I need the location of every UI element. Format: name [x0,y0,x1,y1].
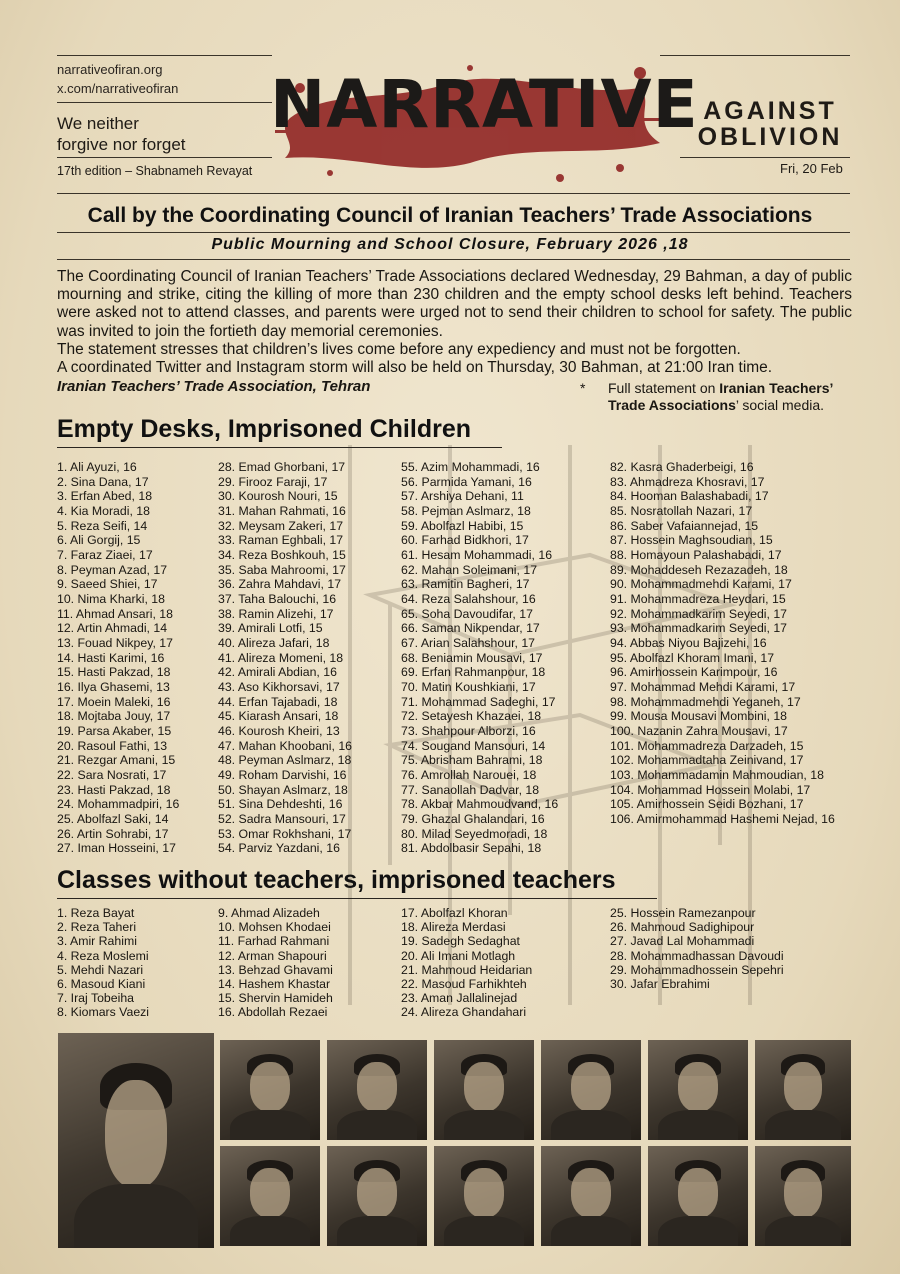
list-item: 19. Sadegh Sedaghat [401,934,520,949]
list-item: 17. Moein Maleki, 16 [57,694,171,709]
list-item: 102. Mohammadtaha Zeinivand, 17 [610,753,804,768]
child-photo [648,1040,748,1140]
list-item: 9. Ahmad Alizadeh [218,906,320,920]
list-item: 55. Azim Mohammadi, 16 [401,460,540,474]
list-item: 10. Mohsen Khodaei [218,920,331,935]
site-url-link[interactable]: narrativeofiran.org [57,62,163,77]
list-item: 49. Roham Darvishi, 16 [218,768,347,783]
list-item: 94. Abbas Niyou Bajizehi, 16 [610,636,767,651]
list-item: 16. Ilya Ghasemi, 13 [57,680,170,695]
list-item: 24. Alireza Ghandahari [401,1005,527,1020]
list-item: 57. Arshiya Dehani, 11 [401,489,524,504]
list-item: 77. Sanaollah Dadvar, 18 [401,782,540,797]
logo-wordmark: NARRATIVE [270,66,699,143]
list-item: 79. Ghazal Ghalandari, 16 [401,812,545,827]
list-item: 42. Amirali Abdian, 16 [218,665,337,680]
child-photo [755,1040,851,1140]
children-list-col-3 [401,460,558,856]
date-rule [680,157,850,158]
list-item: 66. Saman Nikpendar, 17 [401,621,540,636]
list-item: 99. Mousa Mousavi Mombini, 18 [610,709,788,724]
list-item: 98. Mohammadmehdi Yeganeh, 17 [610,694,801,709]
list-item: 6. Masoud Kiani [57,976,146,991]
list-item: 12. Arman Shapouri [218,948,327,963]
child-photo [327,1146,427,1246]
list-item: 39. Amirali Lotfi, 15 [218,621,323,636]
list-item: 14. Hasti Karimi, 16 [57,650,165,665]
list-item: 21. Rezgar Amani, 15 [57,753,176,768]
list-item: 22. Masoud Farhikhteh [401,976,527,991]
list-item: 5. Mehdi Nazari [57,962,144,977]
list-item: 91. Mohammadreza Heydari, 15 [610,592,786,607]
list-item: 63. Ramitin Bagheri, 17 [401,577,530,592]
title-rule [57,232,850,233]
list-item: 58. Pejman Aslmarz, 18 [401,504,531,519]
list-item: 101. Mohammadreza Darzadeh, 15 [610,738,804,753]
list-item: 80. Milad Seyedmoradi, 18 [401,826,548,841]
list-item: 8. Kiomars Vaezi [57,1005,150,1020]
list-item: 5. Reza Seifi, 14 [57,518,148,533]
list-item: 95. Abolfazl Khoram Imani, 17 [610,650,775,665]
edition-label: 17th edition – Shabnameh Revayat [57,164,253,178]
list-item: 38. Ramin Alizehi, 17 [218,606,334,621]
list-item: 18. Mojtaba Jouy, 17 [57,709,171,724]
list-item: 51. Sina Dehdeshti, 16 [218,797,343,812]
list-item: 64. Reza Salahshour, 16 [401,592,536,607]
list-item: 6. Ali Gorgij, 15 [57,533,141,548]
header-bottom-rule [57,193,850,194]
article-paragraph-2: The statement stresses that children’s lives come before any expediency and must not be forgotten. [57,340,741,358]
list-item: 25. Hossein Ramezanpour [610,906,756,920]
list-item: 105. Amirhossein Seidi Bozhani, 17 [610,797,804,812]
list-item: 3. Amir Rahimi [57,934,137,949]
teachers-heading-rule [57,898,657,899]
list-item: 52. Sadra Mansouri, 17 [218,812,346,827]
list-item: 70. Matin Koushkiani, 17 [401,680,536,695]
list-item: 104. Mohammad Hossein Molabi, 17 [610,782,811,797]
list-item: 78. Akbar Mahmoudvand, 16 [401,797,559,812]
subtitle-rule [57,259,850,260]
x-handle-link[interactable]: x.com/narrativeofiran [57,81,179,96]
list-item: 69. Erfan Rahmanpour, 18 [401,665,546,680]
header-top-rule-right [660,55,850,56]
list-item: 34. Reza Boshkouh, 15 [218,548,346,563]
teachers-list-col-2 [218,906,333,1020]
teachers-section-heading: Classes without teachers, imprisoned teachers [57,866,616,894]
list-item: 13. Fouad Nikpey, 17 [57,636,173,651]
footnote-suffix: ’ social media. [735,397,825,413]
list-item: 11. Farhad Rahmani [218,934,330,949]
list-item: 11. Ahmad Ansari, 18 [57,606,173,621]
child-photo [434,1040,534,1140]
list-item: 18. Alireza Merdasi [401,920,506,935]
list-item: 106. Amirmohammad Hashemi Nejad, 16 [610,812,835,827]
list-item: 16. Abdollah Rezaei [218,1005,328,1020]
list-item: 8. Peyman Azad, 17 [57,562,168,577]
list-item: 17. Abolfazl Khoran [401,906,508,920]
list-item: 50. Shayan Aslmarz, 18 [218,782,348,797]
list-item: 68. Beniamin Mousavi, 17 [401,650,543,665]
list-item: 23. Aman Jallalinejad [401,991,518,1006]
child-photo [327,1040,427,1140]
list-item: 30. Kourosh Nouri, 15 [218,489,338,504]
list-item: 72. Setayesh Khazaei, 18 [401,709,542,724]
children-list-col-2 [218,460,352,856]
list-item: 36. Zahra Mahdavi, 17 [218,577,342,592]
list-item: 20. Ali Imani Motlagh [401,948,516,963]
list-item: 71. Mohammad Sadeghi, 17 [401,694,556,709]
list-item: 25. Abolfazl Saki, 14 [57,812,169,827]
teachers-list-col-3 [401,906,532,1020]
children-section-heading: Empty Desks, Imprisoned Children [57,415,471,443]
list-item: 84. Hooman Balashabadi, 17 [610,489,769,504]
teacher-portrait-photo [58,1033,214,1248]
list-item: 96. Amirhossein Karimpour, 16 [610,665,778,680]
child-photo [541,1040,641,1140]
article-paragraph-1: The Coordinating Council of Iranian Teachers’ Trade Associations declared Wednesday, 29 Bahman, a day of public mourning and strike, citing the killing of more than 230 children and the empty school desks left behind. Teachers were asked not to attend classes, and parents were urged not to send their children to school for safety. The public was invited to join the fortieth day memorial ceremonies. [57,268,852,340]
children-list-col-4 [610,460,835,827]
footnote-star: * [580,380,586,396]
list-item: 45. Kiarash Ansari, 18 [218,709,339,724]
list-item: 2. Sina Dana, 17 [57,474,149,489]
child-photo [220,1146,320,1246]
list-item: 29. Firooz Faraji, 17 [218,474,328,489]
list-item: 62. Mahan Soleimani, 17 [401,562,538,577]
against-oblivion-tagline [680,98,860,150]
list-item: 28. Mohammadhassan Davoudi [610,948,784,963]
list-item: 33. Raman Eghbali, 17 [218,533,344,548]
list-item: 2. Reza Taheri [57,920,137,935]
list-item: 37. Taha Balouchi, 16 [218,592,337,607]
edition-rule [57,157,272,158]
list-item: 24. Mohammadpiri, 16 [57,797,180,812]
article-body [57,268,852,377]
list-item: 12. Artin Ahmadi, 14 [57,621,168,636]
slogan-line-2: forgive nor forget [57,135,186,154]
child-photo [434,1146,534,1246]
list-item: 48. Peyman Aslmarz, 18 [218,753,352,768]
list-item: 10. Nima Kharki, 18 [57,592,165,607]
list-item: 88. Homayoun Palashabadi, 17 [610,548,782,563]
list-item: 82. Kasra Ghaderbeigi, 16 [610,460,754,474]
list-item: 27. Javad Lal Mohammadi [610,934,755,949]
list-item: 7. Iraj Tobeiha [57,991,135,1006]
list-item: 97. Mohammad Mehdi Karami, 17 [610,680,796,695]
list-item: 7. Faraz Ziaei, 17 [57,548,153,563]
article-subtitle: Public Mourning and School Closure, February 2026 ,18 [211,236,689,253]
list-item: 9. Saeed Shiei, 17 [57,577,158,592]
header-top-rule-left [57,55,272,56]
list-item: 60. Farhad Bidkhori, 17 [401,533,529,548]
list-item: 56. Parmida Yamani, 16 [401,474,532,489]
list-item: 86. Saber Vafaiannejad, 15 [610,518,759,533]
child-photo [755,1146,851,1246]
child-photo [541,1146,641,1246]
header-divider [57,102,272,103]
list-item: 65. Soha Davoudifar, 17 [401,606,533,621]
list-item: 30. Jafar Ebrahimi [610,976,710,991]
list-item: 4. Reza Moslemi [57,948,149,963]
list-item: 74. Sougand Mansouri, 14 [401,738,546,753]
list-item: 90. Mohammadmehdi Karami, 17 [610,577,792,592]
list-item: 85. Nosratollah Nazari, 17 [610,504,753,519]
list-item: 40. Alireza Jafari, 18 [218,636,330,651]
list-item: 27. Iman Hosseini, 17 [57,841,176,856]
narrative-logo [270,48,699,188]
list-item: 75. Abrisham Bahrami, 18 [401,753,543,768]
list-item: 59. Abolfazl Habibi, 15 [401,518,524,533]
list-item: 76. Amrollah Narouei, 18 [401,768,537,783]
list-item: 14. Hashem Khastar [218,976,331,991]
list-item: 103. Mohammadamin Mahmoudian, 18 [610,768,824,783]
list-item: 28. Emad Ghorbani, 17 [218,460,346,474]
list-item: 47. Mahan Khoobani, 16 [218,738,353,753]
tagline-line-1: AGAINST [703,97,837,125]
article-signature: Iranian Teachers’ Trade Association, Tehran [57,378,371,395]
child-photo [648,1146,748,1246]
teachers-list-col-4 [610,906,784,991]
list-item: 35. Saba Mahroomi, 17 [218,562,346,577]
tagline-line-2: OBLIVION [697,123,843,151]
list-item: 21. Mahmoud Heidarian [401,962,533,977]
list-item: 43. Aso Kikhorsavi, 17 [218,680,340,695]
list-item: 1. Reza Bayat [57,906,135,920]
slogan [57,113,186,155]
list-item: 100. Nazanin Zahra Mousavi, 17 [610,724,788,739]
list-item: 44. Erfan Tajabadi, 18 [218,694,338,709]
teachers-list-col-1 [57,906,149,1020]
list-item: 81. Abdolbasir Sepahi, 18 [401,841,542,856]
list-item: 83. Ahmadreza Khosravi, 17 [610,474,765,489]
list-item: 32. Meysam Zakeri, 17 [218,518,344,533]
footnote-prefix: Full statement on [608,380,720,396]
child-photo [220,1040,320,1140]
footnote-text [608,380,873,414]
list-item: 20. Rasoul Fathi, 13 [57,738,168,753]
list-item: 3. Erfan Abed, 18 [57,489,153,504]
list-item: 4. Kia Moradi, 18 [57,504,150,519]
list-item: 93. Mohammadkarim Seyedi, 17 [610,621,788,636]
list-item: 15. Shervin Hamideh [218,991,333,1006]
list-item: 87. Hossein Maghsoudian, 15 [610,533,773,548]
footnote-source: Iranian Teachers’ Trade Associations [608,380,833,413]
list-item: 67. Arian Salahshour, 17 [401,636,535,651]
list-item: 89. Mohaddeseh Rezazadeh, 18 [610,562,788,577]
slogan-line-1: We neither [57,114,139,133]
article-paragraph-3: A coordinated Twitter and Instagram storm will also be held on Thursday, 30 Bahman, at 21:00 Iran time. [57,359,773,377]
issue-date: Fri, 20 Feb [780,161,843,176]
list-item: 54. Parviz Yazdani, 16 [218,841,340,856]
list-item: 15. Hasti Pakzad, 18 [57,665,171,680]
list-item: 61. Hesam Mohammadi, 16 [401,548,553,563]
children-heading-rule [57,447,502,448]
list-item: 92. Mohammadkarim Seyedi, 17 [610,606,788,621]
list-item: 26. Artin Sohrabi, 17 [57,826,169,841]
list-item: 23. Hasti Pakzad, 18 [57,782,171,797]
list-item: 31. Mahan Rahmati, 16 [218,504,346,519]
list-item: 26. Mahmoud Sadighipour [610,920,755,935]
list-item: 22. Sara Nosrati, 17 [57,768,167,783]
list-item: 73. Shahpour Alborzi, 16 [401,724,536,739]
list-item: 1. Ali Ayuzi, 16 [57,460,137,474]
list-item: 41. Alireza Momeni, 18 [218,650,344,665]
list-item: 13. Behzad Ghavami [218,962,333,977]
list-item: 46. Kourosh Kheiri, 13 [218,724,340,739]
children-list-col-1 [57,460,179,856]
list-item: 29. Mohammadhossein Sepehri [610,962,784,977]
list-item: 19. Parsa Akaber, 15 [57,724,172,739]
article-title: Call by the Coordinating Council of Iranian Teachers’ Trade Associations [87,204,813,227]
list-item: 53. Omar Rokhshani, 17 [218,826,352,841]
